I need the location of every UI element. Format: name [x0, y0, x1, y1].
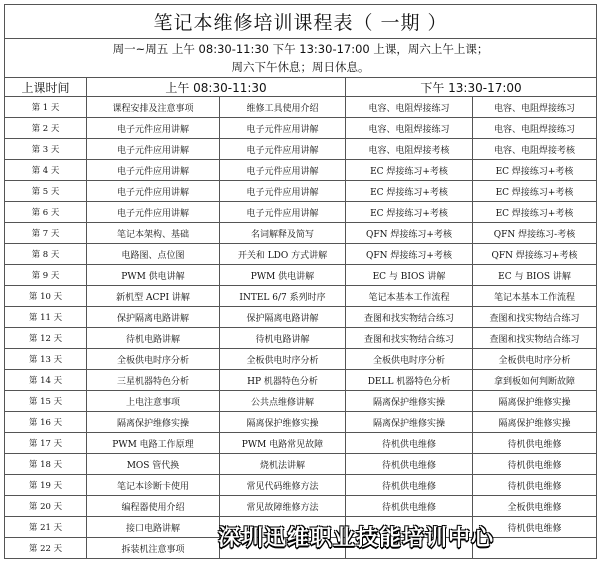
session-cell: HP 机器特色分析 [220, 370, 346, 391]
day-cell: 第 6 天 [5, 202, 87, 223]
session-cell: 电容、电阻焊接练习 [346, 97, 473, 118]
day-cell: 第 11 天 [5, 307, 87, 328]
schedule-notes [5, 39, 597, 78]
day-cell: 第 17 天 [5, 433, 87, 454]
schedule-line-1: 周一~周五 上午 08:30-11:30 下午 13:30-17:00 上课，周六上午上课； [112, 42, 489, 56]
session-cell: 电子元件应用讲解 [87, 160, 220, 181]
session-cell: 电容、电阻焊接考核 [473, 139, 597, 160]
day-cell: 第 5 天 [5, 181, 87, 202]
session-cell: 待机电路讲解 [87, 328, 220, 349]
session-cell: 查图和找实物结合练习 [346, 328, 473, 349]
page-title: 笔记本维修培训课程表（ 一期 ） [5, 5, 597, 39]
session-cell: 课程安排及注意事项 [87, 97, 220, 118]
session-cell: 隔离保护维修实操 [473, 391, 597, 412]
day-cell: 第 9 天 [5, 265, 87, 286]
session-cell: 电路图、点位图 [87, 244, 220, 265]
session-cell: INTEL 6/7 系列时序 [220, 286, 346, 307]
day-cell: 第 20 天 [5, 496, 87, 517]
session-cell: 名词解释及简写 [220, 223, 346, 244]
session-cell: 烧机法讲解 [220, 454, 346, 475]
session-cell: QFN 焊接练习-考核 [473, 223, 597, 244]
schedule-line-2: 周六下午休息；周日休息。 [231, 60, 370, 74]
session-cell: 全板供电时序分析 [220, 349, 346, 370]
table-row [5, 517, 597, 538]
session-cell: DELL 机器特色分析 [346, 370, 473, 391]
session-cell: 电子元件应用讲解 [220, 160, 346, 181]
day-cell: 第 19 天 [5, 475, 87, 496]
table-row [5, 97, 597, 118]
session-cell: 开关和 LDO 方式讲解 [220, 244, 346, 265]
day-cell: 第 10 天 [5, 286, 87, 307]
session-cell [346, 517, 473, 538]
session-cell: 保护隔离电路讲解 [220, 307, 346, 328]
table-row [5, 391, 597, 412]
day-cell: 第 21 天 [5, 517, 87, 538]
table-row [5, 244, 597, 265]
session-cell [220, 538, 346, 559]
session-cell: 上电注意事项 [87, 391, 220, 412]
day-cell: 第 14 天 [5, 370, 87, 391]
session-cell: 电容、电阻焊接考核 [346, 139, 473, 160]
session-cell: EC 与 BIOS 讲解 [346, 265, 473, 286]
header-morning: 上午 08:30-11:30 [87, 78, 346, 97]
session-cell: 查图和找实物结合练习 [346, 307, 473, 328]
session-cell: 隔离保护维修实操 [473, 412, 597, 433]
session-cell: 三星机器特色分析 [87, 370, 220, 391]
day-cell: 第 18 天 [5, 454, 87, 475]
session-cell: 接口电路讲解 [87, 517, 220, 538]
session-cell: 电容、电阻焊接练习 [473, 118, 597, 139]
schedule-table [4, 4, 597, 559]
table-row [5, 202, 597, 223]
session-cell: 待机供电维修 [346, 454, 473, 475]
session-cell: 笔记本基本工作流程 [346, 286, 473, 307]
table-row [5, 412, 597, 433]
session-cell: PWM 供电讲解 [87, 265, 220, 286]
session-cell: 电子元件应用讲解 [220, 118, 346, 139]
session-cell: EC 焊接练习+考核 [473, 160, 597, 181]
schedule-sheet [4, 4, 596, 559]
session-cell: 笔记本架构、基础 [87, 223, 220, 244]
table-row [5, 496, 597, 517]
session-cell: EC 与 BIOS 讲解 [473, 265, 597, 286]
session-cell: 电容、电阻焊接练习 [346, 118, 473, 139]
day-cell: 第 16 天 [5, 412, 87, 433]
table-row [5, 454, 597, 475]
session-cell: 笔记本诊断卡使用 [87, 475, 220, 496]
session-cell: 电子元件应用讲解 [87, 181, 220, 202]
day-cell: 第 7 天 [5, 223, 87, 244]
session-cell: 拆装机注意事项 [87, 538, 220, 559]
session-cell: 笔记本基本工作流程 [473, 286, 597, 307]
session-cell: EC 焊接练习+考核 [346, 160, 473, 181]
session-cell [346, 538, 473, 559]
session-cell: 常见故障维修方法 [220, 496, 346, 517]
table-row [5, 265, 597, 286]
table-row [5, 349, 597, 370]
session-cell: 电子元件应用讲解 [87, 202, 220, 223]
session-cell: QFN 焊接练习+考核 [346, 223, 473, 244]
session-cell: 电子元件应用讲解 [220, 202, 346, 223]
session-cell: 隔离保护维修实操 [346, 412, 473, 433]
session-cell [473, 538, 597, 559]
session-cell [220, 517, 346, 538]
session-cell: MOS 管代换 [87, 454, 220, 475]
header-afternoon: 下午 13:30-17:00 [346, 78, 597, 97]
table-row [5, 328, 597, 349]
session-cell: 隔离保护维修实操 [346, 391, 473, 412]
day-cell: 第 12 天 [5, 328, 87, 349]
table-row [5, 181, 597, 202]
session-cell: 保护隔离电路讲解 [87, 307, 220, 328]
table-row [5, 118, 597, 139]
session-cell: 待机供电维修 [346, 475, 473, 496]
session-cell: 待机供电维修 [473, 517, 597, 538]
session-cell: PWM 电路常见故障 [220, 433, 346, 454]
day-cell: 第 1 天 [5, 97, 87, 118]
session-cell: EC 焊接练习+考核 [346, 202, 473, 223]
header-time: 上课时间 [5, 78, 87, 97]
session-cell: 待机供电维修 [473, 433, 597, 454]
table-row [5, 139, 597, 160]
session-cell: 全板供电时序分析 [473, 349, 597, 370]
session-cell: 拿到板如何判断故障 [473, 370, 597, 391]
session-cell: 维修工具使用介绍 [220, 97, 346, 118]
table-row [5, 538, 597, 559]
session-cell: 全板供电维修 [473, 496, 597, 517]
watermark-text: 深圳迅维职业技能培训中心 [218, 526, 495, 551]
session-cell: 电子元件应用讲解 [220, 139, 346, 160]
day-cell: 第 3 天 [5, 139, 87, 160]
session-cell: 待机供电维修 [346, 496, 473, 517]
session-cell: 查图和找实物结合练习 [473, 307, 597, 328]
session-cell: 电子元件应用讲解 [220, 181, 346, 202]
session-cell: 待机供电维修 [473, 475, 597, 496]
session-cell: 待机供电维修 [473, 454, 597, 475]
session-cell: 电子元件应用讲解 [87, 139, 220, 160]
table-row [5, 307, 597, 328]
session-cell: 全板供电时序分析 [87, 349, 220, 370]
session-cell: 公共点维修讲解 [220, 391, 346, 412]
table-row [5, 370, 597, 391]
session-cell: 待机电路讲解 [220, 328, 346, 349]
session-cell: PWM 供电讲解 [220, 265, 346, 286]
session-cell: 隔离保护维修实操 [87, 412, 220, 433]
table-row [5, 475, 597, 496]
session-cell: EC 焊接练习+考核 [346, 181, 473, 202]
table-row [5, 223, 597, 244]
session-cell: 新机型 ACPI 讲解 [87, 286, 220, 307]
day-cell: 第 2 天 [5, 118, 87, 139]
table-row [5, 433, 597, 454]
day-cell: 第 22 天 [5, 538, 87, 559]
session-cell: 待机供电维修 [346, 433, 473, 454]
session-cell: 查图和找实物结合练习 [473, 328, 597, 349]
table-row [5, 160, 597, 181]
session-cell: EC 焊接练习+考核 [473, 202, 597, 223]
session-cell: PWM 电路工作原理 [87, 433, 220, 454]
session-cell: 编程器使用介绍 [87, 496, 220, 517]
day-cell: 第 13 天 [5, 349, 87, 370]
day-cell: 第 4 天 [5, 160, 87, 181]
session-cell: 全板供电时序分析 [346, 349, 473, 370]
table-row [5, 286, 597, 307]
session-cell: 电子元件应用讲解 [87, 118, 220, 139]
session-cell: EC 焊接练习+考核 [473, 181, 597, 202]
session-cell: 隔离保护维修实操 [220, 412, 346, 433]
session-cell: QFN 焊接练习+考核 [346, 244, 473, 265]
session-cell: 常见代码维修方法 [220, 475, 346, 496]
day-cell: 第 8 天 [5, 244, 87, 265]
session-cell: QFN 焊接练习+考核 [473, 244, 597, 265]
session-cell: 电容、电阻焊接练习 [473, 97, 597, 118]
day-cell: 第 15 天 [5, 391, 87, 412]
